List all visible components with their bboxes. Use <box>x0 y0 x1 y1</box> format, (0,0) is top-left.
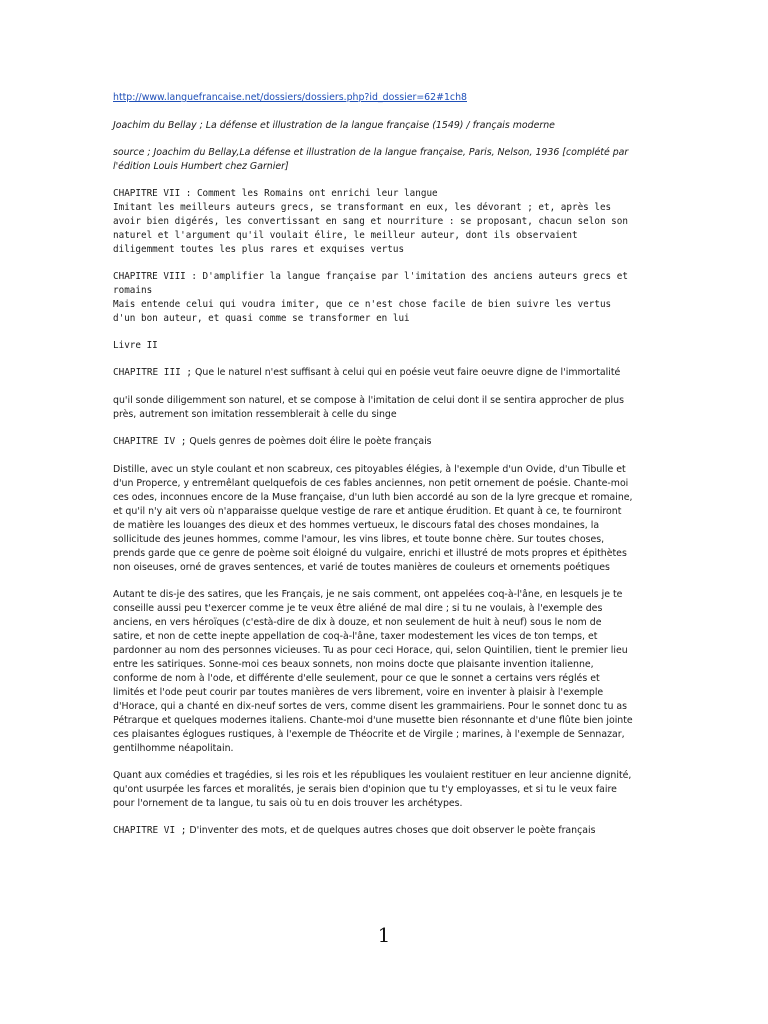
chapter-4-label: CHAPITRE IV ; <box>113 436 187 447</box>
document-title-line: Joachim du Bellay ; La défense et illustration de la langue française (1549) / français moderne <box>113 120 555 131</box>
chapter-6-label: CHAPITRE VI ; <box>113 825 187 836</box>
chapter-3-heading <box>113 366 633 380</box>
chapter-8-heading: CHAPITRE VIII : D'amplifier la langue française par l'imitation des anciens auteurs grecs et romains <box>113 271 628 296</box>
chapter-4-paragraph-1: Distille, avec un style coulant et non scabreux, ces pitoyables élégies, à l'exemple d'un Ovide, d'un Tibulle et d'un Properce, y entremêlant quelquefois de ces fables anciennes, non petit ornement de poésie. Chante-moi ces odes, inconnues encore de la Muse française, d'un luth bien accordé au son de la lyre grecque et romaine, et qu'il n'y ait vers où n'apparaisse quelque vestige de rare et antique érudition. Et quant à ce, te fourniront de matière les louanges des dieux et des hommes vertueux, le discours fatal des choses mondaines, la sollicitude des jeunes hommes, comme l'amour, les vins libres, et toute bonne chère. Sur toutes choses, prends garde que ce genre de poème soit éloigné du vulgaire, enrichi et illustré de mots propres et épithètes non oiseuses, orné de graves sentences, et varié de toutes manières de couleurs et ornements poétiques <box>113 464 633 573</box>
chapter-6-heading <box>113 824 633 838</box>
chapter-3-label: CHAPITRE III ; <box>113 367 193 378</box>
source-link[interactable]: http://www.languefrancaise.net/dossiers/dossiers.php?id_dossier=62#1ch8 <box>113 92 467 103</box>
chapter-7 <box>113 187 633 257</box>
chapter-8 <box>113 270 633 326</box>
page-number: 1 <box>377 923 391 947</box>
chapter-6-title: D'inventer des mots, et de quelques autres choses que doit observer le poète français <box>186 825 596 836</box>
chapter-4-paragraph-3: Quant aux comédies et tragédies, si les rois et les républiques les voulaient restituer en leur ancienne dignité, qu'ont usurpée les farces et moralités, je serais bien d'opinion que tu t'y employasses, et si tu le veux faire pour l'ornement de ta langue, tu sais où tu en dois trouver les archétypes. <box>113 770 632 809</box>
chapter-3-text: qu'il sonde diligemment son naturel, et se compose à l'imitation de celui dont il se sentira approcher de plus près, autrement son imitation ressemblerait à celle du singe <box>113 395 624 420</box>
book-heading: Livre II <box>113 340 158 351</box>
chapter-4-heading <box>113 435 633 449</box>
chapter-7-text: Imitant les meilleurs auteurs grecs, se transformant en eux, les dévorant ; et, après les avoir bien digérés, les convertissant en sang et nourriture : se proposant, chacun selon son naturel et l'argument qu'il voulait élire, le meilleur auteur, dont ils observaient diligemment toutes les plus rares et exquises vertus <box>113 202 628 255</box>
chapter-4-title: Quels genres de poèmes doit élire le poète français <box>186 436 432 447</box>
chapter-4-paragraph-2: Autant te dis-je des satires, que les Français, je ne sais comment, ont appelées coq-à-l'âne, en lesquels je te conseille aussi peu t'exercer comme je te veux être aliéné de mal dire ; si tu ne voulais, à l'exemple des anciens, en vers héroïques (c'està-dire de dix à douze, et non seulement de huit à neuf) sous le nom de satire, et non de cette inepte appellation de coq-à-l'âne, taxer modestement les vices de ton temps, et pardonner au nom des personnes vicieuses. Tu as pour ceci Horace, qui, selon Quintilien, tient le premier lieu entre les satiriques. Sonne-moi ces beaux sonnets, non moins docte que plaisante invention italienne, conforme de nom à l'ode, et différente d'elle seulement, pour ce que le sonnet a certains vers réglés et limités et l'ode peut courir par toutes manières de vers librement, voire en inventer à plaisir à l'exemple d'Horace, qui a chanté en dix-neuf sortes de vers, comme disent les grammairiens. Pour le sonnet donc tu as Pétrarque et quelques modernes italiens. Chante-moi d'une musette bien résonnante et d'une flûte bien jointe ces plaisantes églogues rustiques, à l'exemple de Théocrite et de Virgile ; marines, à l'exemple de Sennazar, gentilhomme néapolitain. <box>113 589 633 754</box>
chapter-3-title: Que le naturel n'est suffisant à celui qui en poésie veut faire oeuvre digne de l'immortalité <box>192 367 621 378</box>
source-citation: source ; Joachim du Bellay,La défense et illustration de la langue française, Paris, Nelson, 1936 [complété par l'édition Louis Humbert chez Garnier] <box>113 147 629 172</box>
chapter-8-text: Mais entende celui qui voudra imiter, que ce n'est chose facile de bien suivre les vertus d'un bon auteur, et quasi comme se transformer en lui <box>113 299 612 324</box>
page-content <box>113 91 633 852</box>
chapter-7-heading: CHAPITRE VII : Comment les Romains ont enrichi leur langue <box>113 188 438 199</box>
